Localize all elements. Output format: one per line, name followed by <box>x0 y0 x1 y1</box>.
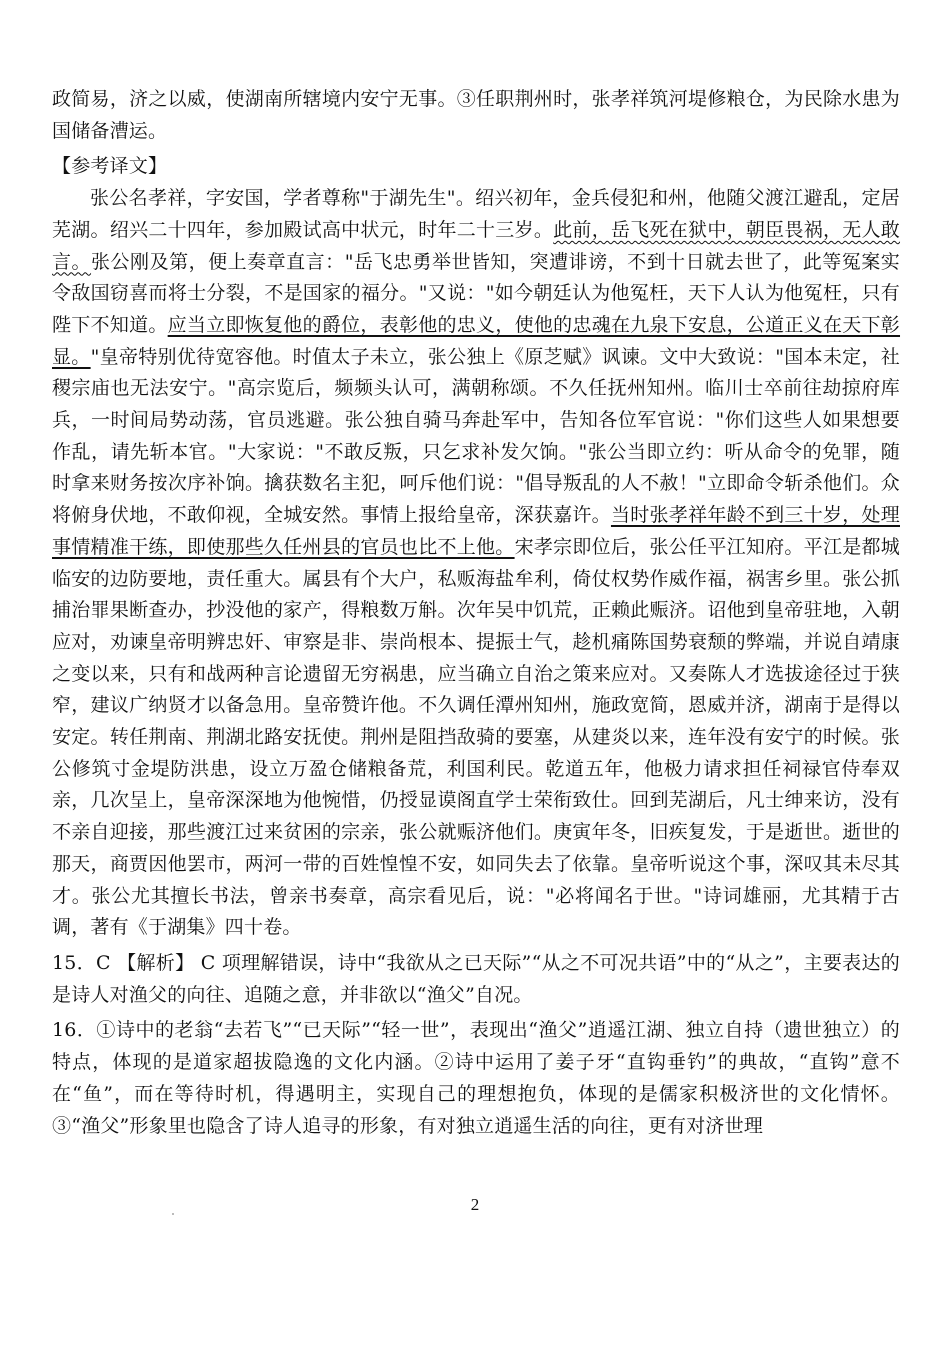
translation-underline-1: 此前，岳飞死在狱中，朝臣畏祸，无人敢言。 <box>52 218 901 273</box>
answer-continuation-paragraph: 政简易，济之以威，使湖南所辖境内安宁无事。③任职荆州时，张孝祥筑河堤修粮仓，为民除水患为国储备漕运。 <box>52 88 900 142</box>
translation-text-1: 张公名孝祥，字安国，学者尊称"于湖先生"。绍兴初年，金兵侵犯和州，他随父渡江避乱，定居芜湖。绍兴二十四年，参加殿试高中状元，时年二十三岁。 <box>52 187 900 241</box>
translation-paragraph <box>52 183 900 944</box>
page-number: 2 <box>470 1195 480 1214</box>
question-16-answer: 16．①诗中的老翁“去若飞”“已天际”“轻一世”，表现出“渔父”逍遥江湖、独立自持（遗世独立）的特点，体现的是道家超拔隐逸的文化内涵。②诗中运用了姜子牙“直钩垂钓”的典故，“直钩”意不在“鱼”，而在等待时机，得遇明主，实现自己的理想抱负，体现的是儒家积极济世的文化情怀。③“渔父”形象里也隐含了诗人追寻的形象，有对独立逍遥生活的向往，更有对济世理 <box>52 1019 900 1137</box>
question-15-answer: 15．C 【解析】 C 项理解错误，诗中“我欲从之已天际”“从之不可况共语”中的“从之”，主要表达的是诗人对渔父的向往、追随之意，并非欲以“渔父”自况。 <box>52 951 900 1006</box>
translation-text-3: "皇帝特别优待宽容他。时值太子未立，张公独上《原芝赋》讽谏。文中大致说："国本未定，社稷宗庙也无法安宁。"高宗览后，频频头认可，满朝称颂。不久任抚州知州。临川士卒前往劫掠府库兵，一时间局势动荡，官员逃避。张公独自骑马奔赴军中，告知各位军官说："你们这些人如果想要作乱，请先斩本官。"大家说："不敢反叛，只乞求补发欠饷。"张公当即立约：听从命令的免罪，随时拿来财务按次序补饷。擒获数名主犯，呵斥他们说："倡导叛乱的人不赦！"立即命令斩杀他们。众将俯身伏地，不敢仰视，全城安然。事情上报给皇帝，深获嘉许。 <box>52 345 900 527</box>
translation-underline-3: 当时张孝祥年龄不到三十岁，处理事情精准干练，即使那些久任州县的官员也比不上他。 <box>52 504 900 558</box>
translation-heading: 【参考译文】 <box>52 155 168 178</box>
translation-underline-2: 应当立即恢复他的爵位，表彰他的忠义，使他的忠魂在九泉下安息，公道正义在天下彰显。 <box>52 313 901 368</box>
translation-text-4: 宋孝宗即位后，张公任平江知府。平江是都城临安的边防要地，责任重大。属县有个大户，私贩海盐牟利，倚仗权势作威作福，祸害乡里。张公抓捕治罪果断查办，抄没他的家产，得粮数万斛。次年吴中饥荒，正赖此赈济。诏他到皇帝驻地，入朝应对，劝谏皇帝明辨忠奸、审察是非、崇尚根本、提振士气，趁机痛陈国势衰颓的弊端，并说自靖康之变以来，只有和战两种言论遗留无穷祸患，应当确立自治之策来应对。又奏陈人才选拔途径过于狭窄，建议广纳贤才以备急用。皇帝赞许他。不久调任潭州知州，施政宽简，恩威并济，湖南于是得以安定。转任荆南、荆湖北路安抚使。荆州是阻挡敌骑的要塞，从建炎以来，连年没有安宁的时候。张公修筑寸金堤防洪患，设立万盈仓储粮备荒，利国利民。乾道五年，他极力请求担任祠禄官侍奉双亲，几次呈上，皇帝深深地为他惋惜，仍授显谟阁直学士荣衔致仕。回到芜湖后，凡士绅来访，没有不亲自迎接，那些渡江过来贫困的宗亲，张公就赈济他们。庚寅年冬，旧疾复发，于是逝世。逝世的那天，商贾因他罢市，两河一带的百姓惶惶不安，如同失去了依靠。皇帝听说这个事，深叹其未尽其才。张公尤其擅长书法，曾亲书奏章，高宗看见后，说："必将闻名于世。"诗词雄丽，尤其精于古调，著有《于湖集》四十卷。 <box>52 535 900 939</box>
translation-text-2: 张公刚及第，便上奏章直言："岳飞忠勇举世皆知，突遭诽谤，不到十日就去世了，此等冤案实令敌国窃喜而将士分裂，不是国家的福分。"又说："如今朝廷认为他冤枉，天下人认为他冤枉，只有陛下不知道。 <box>52 250 900 336</box>
document-page <box>52 84 900 1142</box>
